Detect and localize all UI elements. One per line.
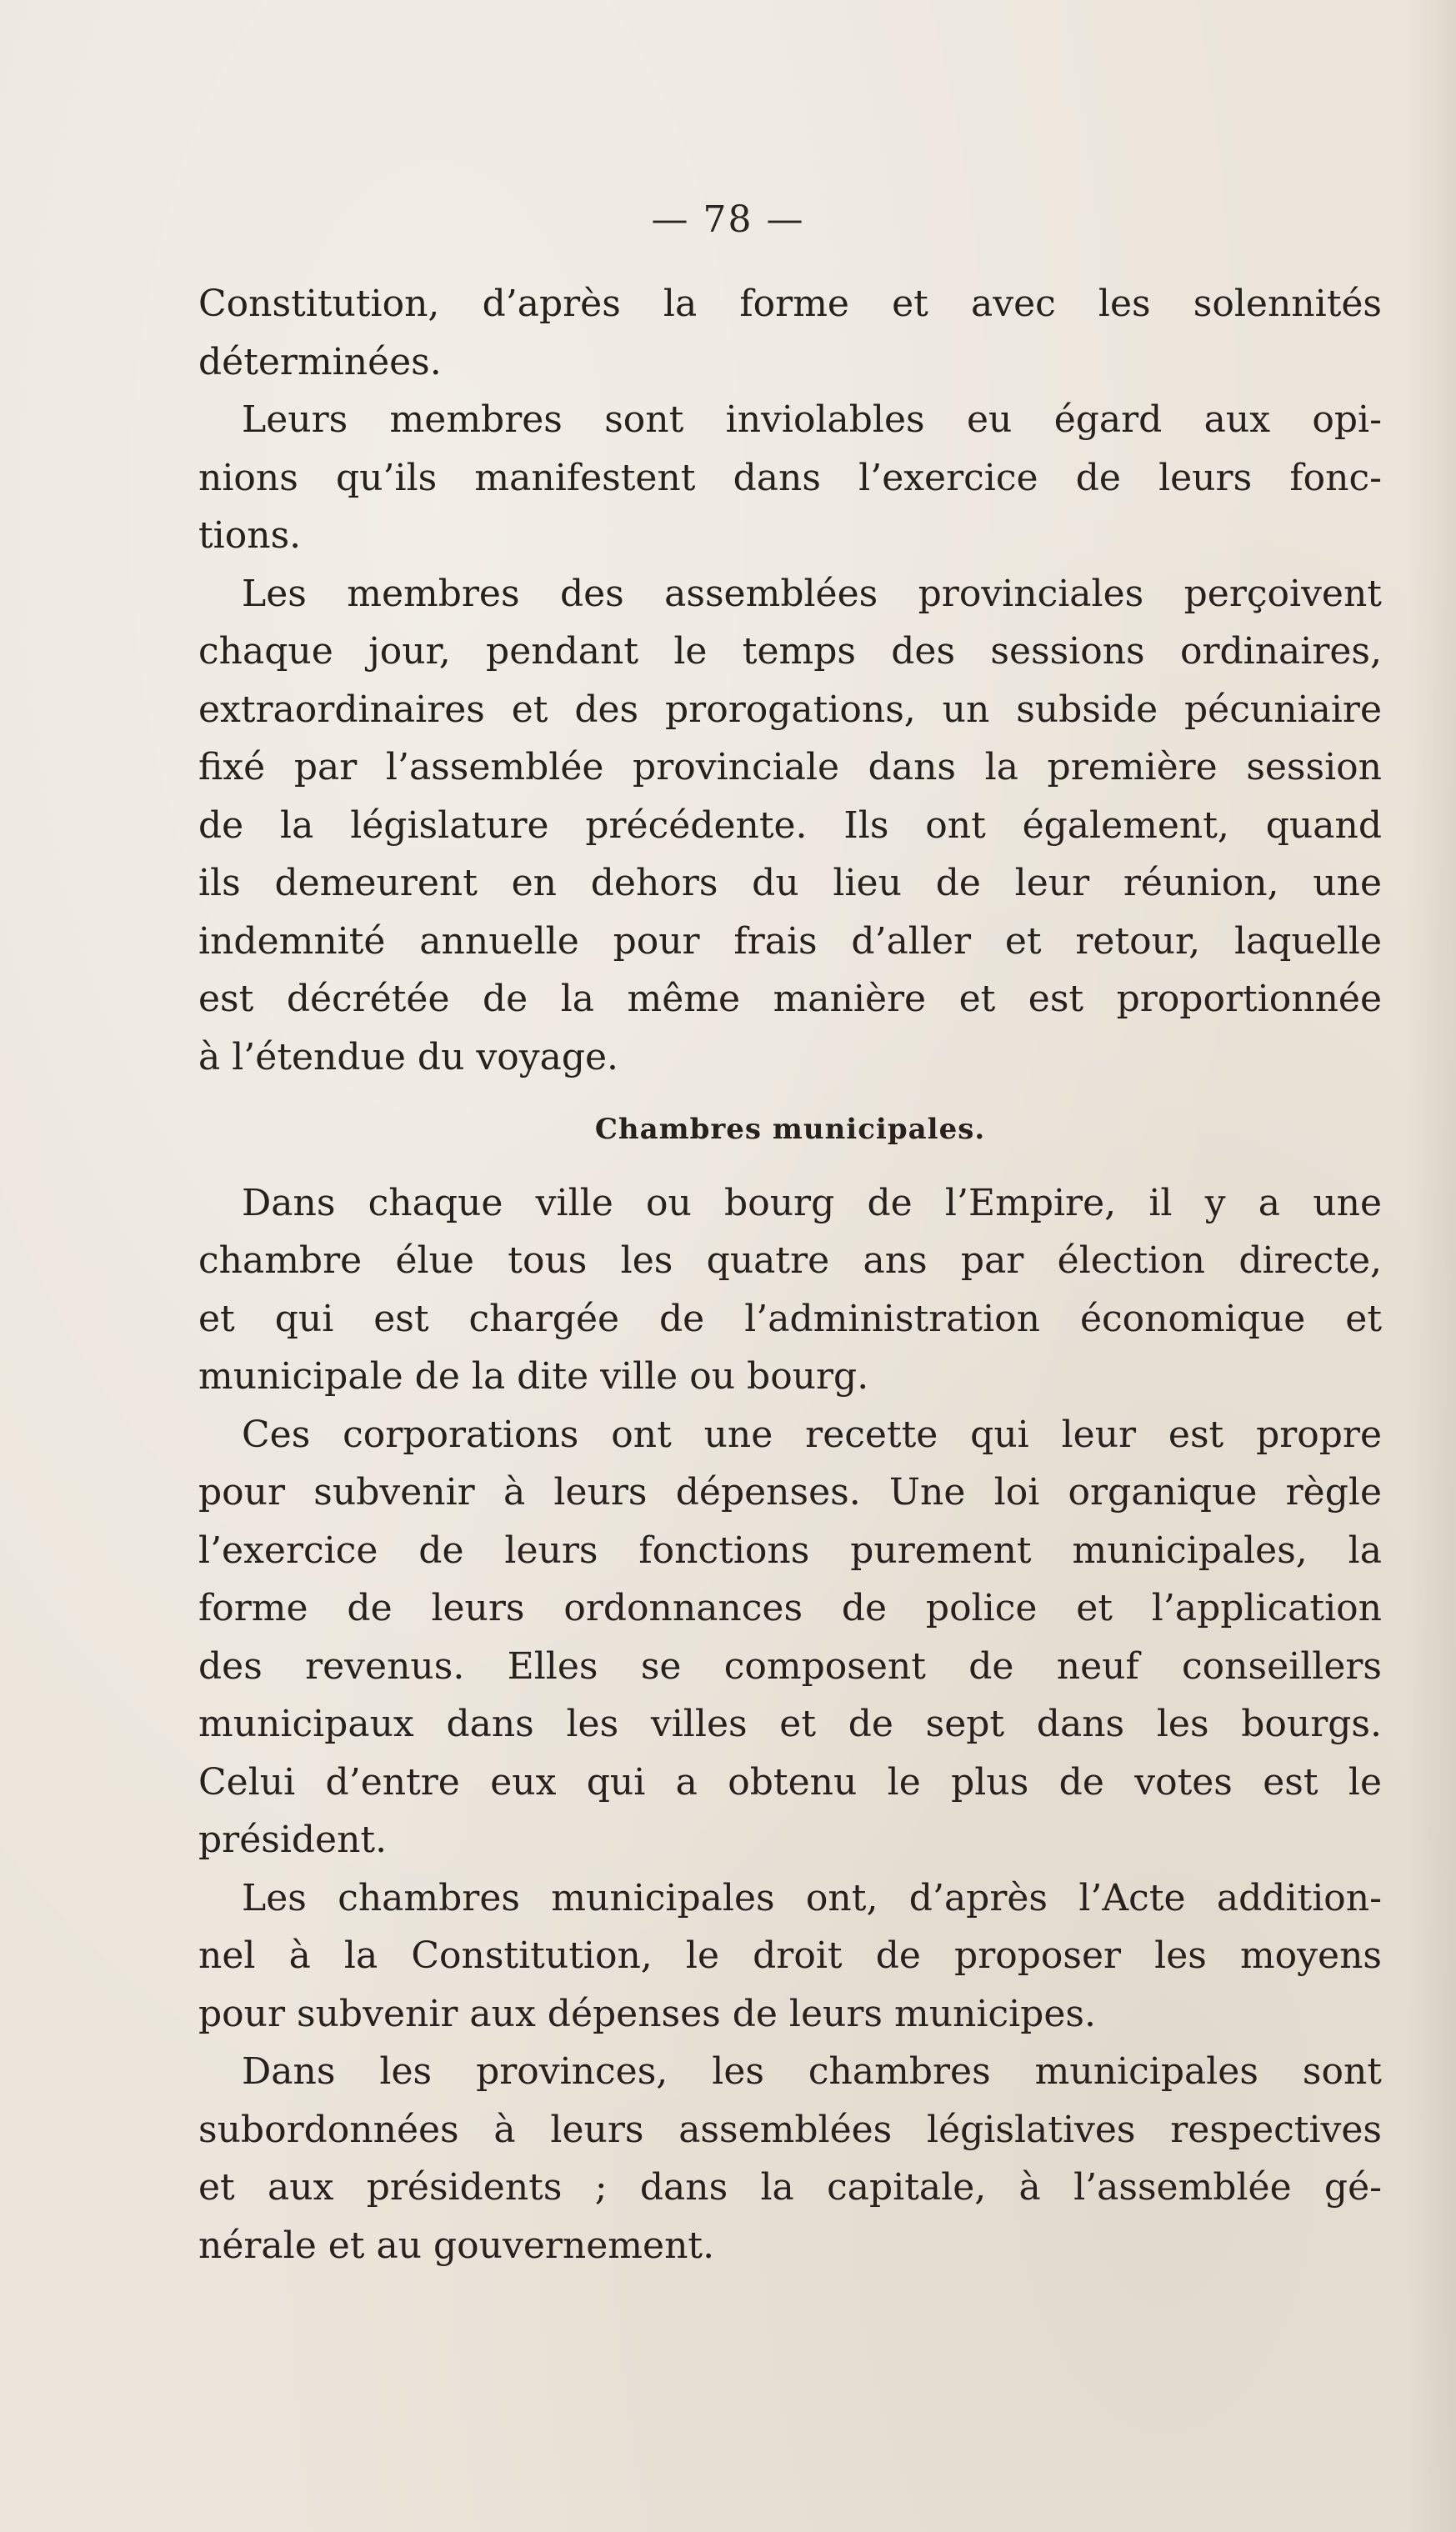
text-line: Dans chaque ville ou bourg de l’Empire, il y a une bbox=[242, 1181, 1382, 1224]
text-line: Dans les provinces, les chambres municipales sont bbox=[242, 2050, 1382, 2093]
text-line: Les membres des assemblées provinciales perçoivent bbox=[242, 572, 1382, 615]
text-line: nel à la Constitution, le droit de proposer les moyens bbox=[198, 1934, 1382, 1977]
text-line: et aux présidents ; dans la capitale, à l’assemblée gé- bbox=[198, 2166, 1382, 2209]
text-line: nérale et au gouvernement. bbox=[198, 2224, 715, 2267]
text-line: Les chambres municipales ont, d’après l’Acte addition- bbox=[242, 1876, 1382, 1919]
page-number: — 78 — bbox=[651, 198, 805, 241]
paragraph bbox=[198, 1869, 1382, 2044]
text-line: nions qu’ils manifestent dans l’exercice de leurs fonc- bbox=[198, 456, 1382, 499]
text-line: des revenus. Elles se composent de neuf conseillers bbox=[198, 1644, 1382, 1688]
text-line: président. bbox=[198, 1819, 388, 1861]
text-line: municipale de la dite ville ou bourg. bbox=[198, 1355, 869, 1398]
text-line: l’exercice de leurs fonctions purement municipales, la bbox=[198, 1529, 1382, 1572]
paragraph bbox=[198, 391, 1382, 565]
text-line: Leurs membres sont inviolables eu égard aux opi- bbox=[242, 398, 1382, 441]
section-heading: Chambres municipales. bbox=[594, 1113, 986, 1146]
text-line: de la législature précédente. Ils ont également, quand bbox=[198, 803, 1382, 847]
text-line: est décrétée de la même manière et est proportionnée bbox=[198, 978, 1382, 1020]
text-line: chaque jour, pendant le temps des sessions ordinaires, bbox=[198, 630, 1382, 673]
text-line: extraordinaires et des prorogations, un subside pécuniaire bbox=[198, 688, 1382, 731]
paragraph bbox=[198, 1174, 1382, 1406]
paragraph bbox=[198, 2043, 1382, 2274]
text-line: ils demeurent en dehors du lieu de leur réunion, une bbox=[198, 862, 1382, 904]
text-line: chambre élue tous les quatre ans par élection directe, bbox=[198, 1239, 1382, 1282]
text-line: Celui d’entre eux qui a obtenu le plus de votes est le bbox=[198, 1760, 1382, 1804]
text-line: Ces corporations ont une recette qui leur est propre bbox=[242, 1413, 1382, 1456]
text-line: à l’étendue du voyage. bbox=[198, 1035, 619, 1078]
text-line: fixé par l’assemblée provinciale dans la première session bbox=[198, 746, 1382, 788]
text-line: Constitution, d’après la forme et avec les solennités bbox=[198, 283, 1382, 325]
text-line: tions. bbox=[198, 514, 302, 557]
paragraph bbox=[198, 275, 1382, 391]
text-line: subordonnées à leurs assemblées législatives respectives bbox=[198, 2108, 1382, 2151]
body-text bbox=[198, 275, 1382, 2274]
paragraph bbox=[198, 565, 1382, 1087]
text-line: forme de leurs ordonnances de police et l’application bbox=[198, 1587, 1382, 1629]
text-line: indemnité annuelle pour frais d’aller et retour, laquelle bbox=[198, 919, 1382, 963]
text-line: municipaux dans les villes et de sept dans les bourgs. bbox=[198, 1703, 1382, 1745]
paragraph bbox=[198, 1406, 1382, 1869]
text-line: déterminées. bbox=[198, 340, 442, 383]
text-line: pour subvenir à leurs dépenses. Une loi organique règle bbox=[198, 1471, 1382, 1514]
text-line: pour subvenir aux dépenses de leurs municipes. bbox=[198, 1992, 1096, 2035]
text-line: et qui est chargée de l’administration économique et bbox=[198, 1297, 1382, 1340]
